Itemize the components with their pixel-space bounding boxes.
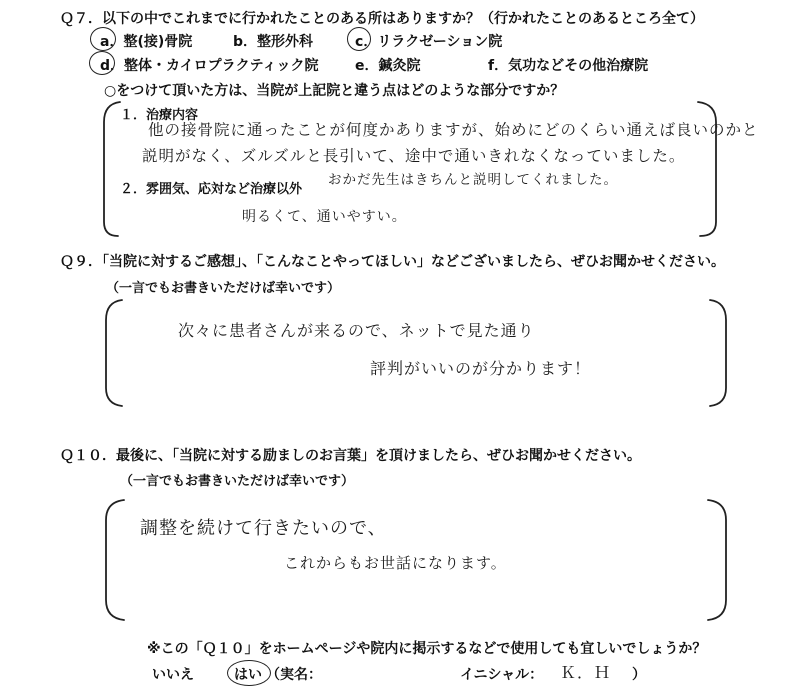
option-mark: c bbox=[355, 34, 364, 50]
q9-answer-line2: 評判がいいのが分かります！ bbox=[370, 359, 592, 378]
q7-option-d[interactable]: d．整体・カイロプラクティック院 bbox=[100, 58, 319, 74]
q8-sub2-answer-line1: おかだ先生はきちんと説明してくれました。 bbox=[328, 172, 618, 188]
q10-note: （一言でもお書きいただけば幸いです） bbox=[120, 474, 355, 489]
q9-left-bracket bbox=[106, 300, 122, 406]
q7-option-e[interactable]: e．鍼灸院 bbox=[355, 58, 421, 74]
q10-right-bracket bbox=[708, 500, 726, 620]
option-label: 鍼灸院 bbox=[378, 58, 421, 74]
q10-answer-line2: これからもお世話になります。 bbox=[284, 554, 507, 572]
option-label: 整(接)骨院 bbox=[123, 34, 193, 50]
q10-left-bracket bbox=[106, 500, 124, 620]
q10-title: Ｑ１０．最後に、「当院に対する励ましのお言葉」を頂けましたら、ぜひお聞かせください。 bbox=[60, 448, 641, 464]
q9-note: （一言でもお書きいただけば幸いです） bbox=[106, 281, 341, 296]
option-mark: a bbox=[100, 34, 110, 50]
initial-label: イニシャル： bbox=[460, 667, 544, 683]
real-name-label: （実名： bbox=[266, 667, 322, 683]
q9-right-bracket bbox=[710, 300, 726, 406]
initial-value: Ｋ．Ｈ bbox=[560, 663, 612, 682]
option-mark: b bbox=[233, 34, 244, 50]
q8-left-bracket bbox=[104, 102, 120, 236]
consent-question: ※この「Ｑ１０」をホームページや院内に掲示するなどで使用しても宜しいでしょうか？ bbox=[147, 641, 707, 657]
q7-option-c[interactable]: c．リラクゼーション院 bbox=[355, 34, 503, 50]
option-mark: d bbox=[100, 58, 111, 74]
q7-title: Ｑ７．以下の中でこれまでに行かれたことのある所はありますか？（行かれたことのあるところ全て） bbox=[60, 11, 704, 27]
consent-yes-option[interactable]: はい bbox=[234, 667, 262, 683]
closing-paren: ） bbox=[632, 667, 646, 683]
q8-sub1-answer-line2: 説明がなく、ズルズルと長引いて、途中で通いきれなくなっていました。 bbox=[142, 147, 686, 165]
q8-title: ○をつけて頂いた方は、当院が上記院と違う点はどのような部分ですか？ bbox=[104, 83, 565, 99]
q7-option-b[interactable]: b．整形外科 bbox=[233, 34, 314, 50]
q9-title: Ｑ９．「当院に対するご感想」、「こんなことやってほしい」などございましたら、ぜひお聞かせください。 bbox=[60, 254, 725, 270]
q8-sub1-answer-line1: 他の接骨院に通ったことが何度かありますが、始めにどのくらい通えば良いのかと bbox=[148, 121, 759, 139]
q7-option-a[interactable]: a．整(接)骨院 bbox=[100, 34, 193, 50]
q8-sub1-label: １．治療内容 bbox=[120, 108, 199, 123]
consent-no-option[interactable]: いいえ bbox=[152, 667, 194, 683]
option-label: 整体・カイロプラクティック院 bbox=[124, 58, 319, 74]
option-mark: f bbox=[488, 58, 495, 74]
option-mark: e bbox=[355, 58, 365, 74]
q8-right-bracket bbox=[698, 102, 716, 236]
option-label: 気功などその他治療院 bbox=[508, 58, 649, 74]
q7-option-f[interactable]: f．気功などその他治療院 bbox=[488, 58, 649, 74]
option-label: 整形外科 bbox=[257, 34, 314, 50]
q8-sub2-answer-line2: 明るくて、通いやすい。 bbox=[242, 209, 407, 225]
option-label: リラクゼーション院 bbox=[377, 34, 503, 50]
q9-answer-line1: 次々に患者さんが来るので、ネットで見た通り bbox=[178, 321, 535, 340]
q8-sub2-label: ２．雰囲気、応対など治療以外 bbox=[120, 182, 303, 197]
q10-answer-line1: 調整を続けて行きたいので、 bbox=[140, 518, 387, 539]
